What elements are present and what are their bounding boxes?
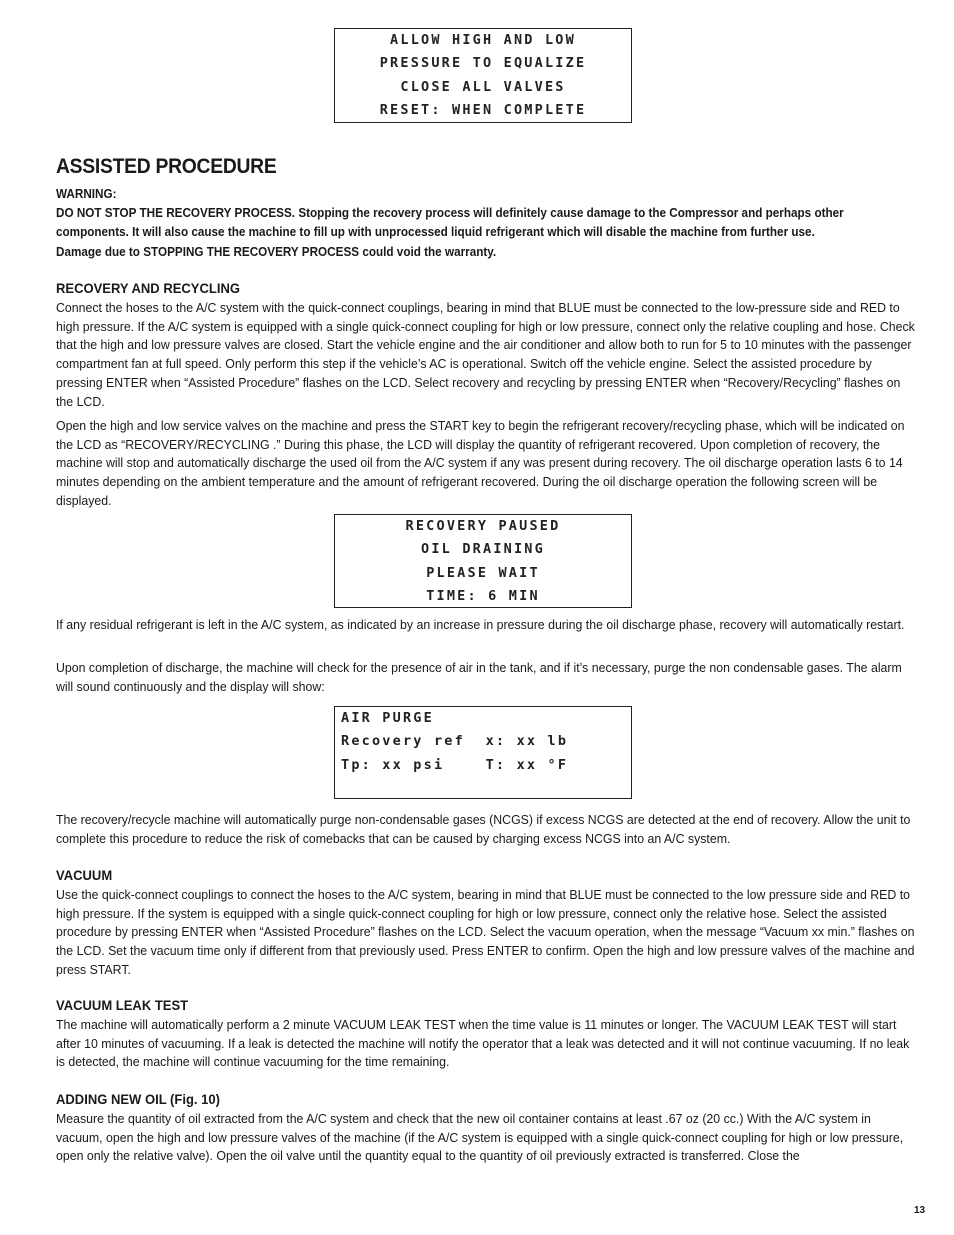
lcd-equalize-display bbox=[334, 28, 632, 123]
lcd-line: CLOSE ALL VALVES bbox=[400, 78, 566, 95]
leak-test-paragraph: The machine will automatically perform a 2 minute VACUUM LEAK TEST when the time value is 11 minutes or longer. The VACUUM LEAK TEST will start after 10 minutes of vacuuming. If a leak is detected the machine will notify the operator that a leak was detected and it will not continue vacuuming. If no leak is detected, the machine will continue vacuuming for the time remaining. bbox=[56, 1017, 910, 1070]
warning-label: WARNING: bbox=[56, 187, 117, 201]
lcd-line: AIR PURGE bbox=[341, 710, 434, 726]
lcd-line: RESET: WHEN COMPLETE bbox=[379, 102, 587, 119]
recovery-heading: RECOVERY AND RECYCLING bbox=[56, 280, 240, 296]
warning-text: DO NOT STOP THE RECOVERY PROCESS. Stopping the recovery process will definitely cause damage to the Compressor and perhaps other components. It will also cause the machine to fill up with unprocessed liquid refrigerant which will disable the machine from further use. bbox=[56, 206, 844, 239]
lcd-line bbox=[335, 777, 631, 800]
lcd-line: TIME: 6 MIN bbox=[426, 588, 540, 605]
recovery-paragraph-1: Connect the hoses to the A/C system with the quick-connect couplings, bearing in mind that BLUE must be connected to the low-pressure side and RED to high pressure. If the A/C system is equipped with a single quick-connect coupling for high or low pressure, connect only the relative coupling and hose. Check that the high and low pressure valves are closed. Start the vehicle engine and the air conditioner and allow both to run for 5 to 10 minutes with the passenger compartment fan at full speed. Only perform this step if the vehicle’s AC is operational. Switch off the vehicle engine. Select the assisted procedure by pressing ENTER when “Assisted Procedure” flashes on the LCD. Select recovery and recycling by pressing ENTER when “Recovery/Recycling” flashes on the LCD. bbox=[56, 300, 915, 409]
lcd-paused-display bbox=[334, 514, 632, 608]
vacuum-heading: VACUUM bbox=[56, 867, 113, 883]
lcd-airpurge-display bbox=[334, 706, 632, 799]
lcd-line: Tp: xx psi T: xx °F bbox=[341, 756, 569, 773]
vacuum-paragraph: Use the quick-connect couplings to connect the hoses to the A/C system, bearing in mind that BLUE must be connected to the low pressure side and RED to high pressure. If the system is equipped with a single quick-connect coupling for high or low pressure, connect only the relative hose. Select the assisted procedure by pressing ENTER when “Assisted Procedure” flashes on the LCD. Select the vacuum operation, when the message “Vacuum xx min.” flashes on the LCD. Set the vacuum time only if different from that previously used. Press ENTER to confirm. Open the high and low pressure valves of the machine and press START. bbox=[56, 887, 915, 977]
warning-text-2: Damage due to STOPPING THE RECOVERY PROCESS could void the warranty. bbox=[56, 245, 497, 259]
section-title: ASSISTED PROCEDURE bbox=[56, 155, 277, 178]
lcd-line: RECOVERY PAUSED bbox=[405, 518, 561, 534]
lcd-line: PLEASE WAIT bbox=[426, 564, 540, 581]
recovery-paragraph-2: Open the high and low service valves on the machine and press the START key to begin the refrigerant recovery/recycling phase, which will be indicated on the LCD as “RECOVERY/RECYCLING .” During this phase, the LCD will display the quantity of refrigerant recovered. Upon completion of recovery, the machine will stop and automatically discharge the used oil from the A/C system if any was present during recovery. The oil discharge operation lasts 6 to 14 minutes depending on the ambient temperature and the amount of refrigerant recovered. During the oil discharge operation the following screen will be displayed. bbox=[56, 418, 905, 508]
lcd-line: PRESSURE TO EQUALIZE bbox=[379, 55, 587, 72]
new-oil-heading: ADDING NEW OIL (Fig. 10) bbox=[56, 1091, 220, 1107]
lcd-line: OIL DRAINING bbox=[421, 541, 545, 558]
leak-test-heading: VACUUM LEAK TEST bbox=[56, 997, 189, 1013]
recovery-paragraph-5: The recovery/recycle machine will automatically purge non-condensable gases (NCGS) if excess NCGS are detected at the end of recovery. Allow the unit to complete this procedure to reduce the risk of comebacks that can be caused by charging excess NCGS into an A/C system. bbox=[56, 812, 911, 846]
lcd-line: ALLOW HIGH AND LOW bbox=[390, 32, 576, 48]
recovery-paragraph-3: If any residual refrigerant is left in the A/C system, as indicated by an increase in pressure during the oil discharge phase, recovery will automatically restart. bbox=[56, 617, 905, 632]
recovery-paragraph-4: Upon completion of discharge, the machine will check for the presence of air in the tank, and if it’s necessary, purge the non condensable gases. The alarm will sound continuously and the display will show: bbox=[56, 660, 902, 694]
page-number: 13 bbox=[914, 1205, 926, 1216]
new-oil-paragraph: Measure the quantity of oil extracted from the A/C system and check that the new oil container contains at least .67 oz (20 cc.) With the A/C system in vacuum, open the high and low pressure valves of the machine (if the A/C system is equipped with a single quick-connect coupling for high or low pressure, open only the relative valve). Open the oil valve until the quantity equal to the quantity of oil previously extracted is transferred. Close the bbox=[56, 1111, 904, 1164]
lcd-line: Recovery ref x: xx lb bbox=[341, 733, 569, 750]
